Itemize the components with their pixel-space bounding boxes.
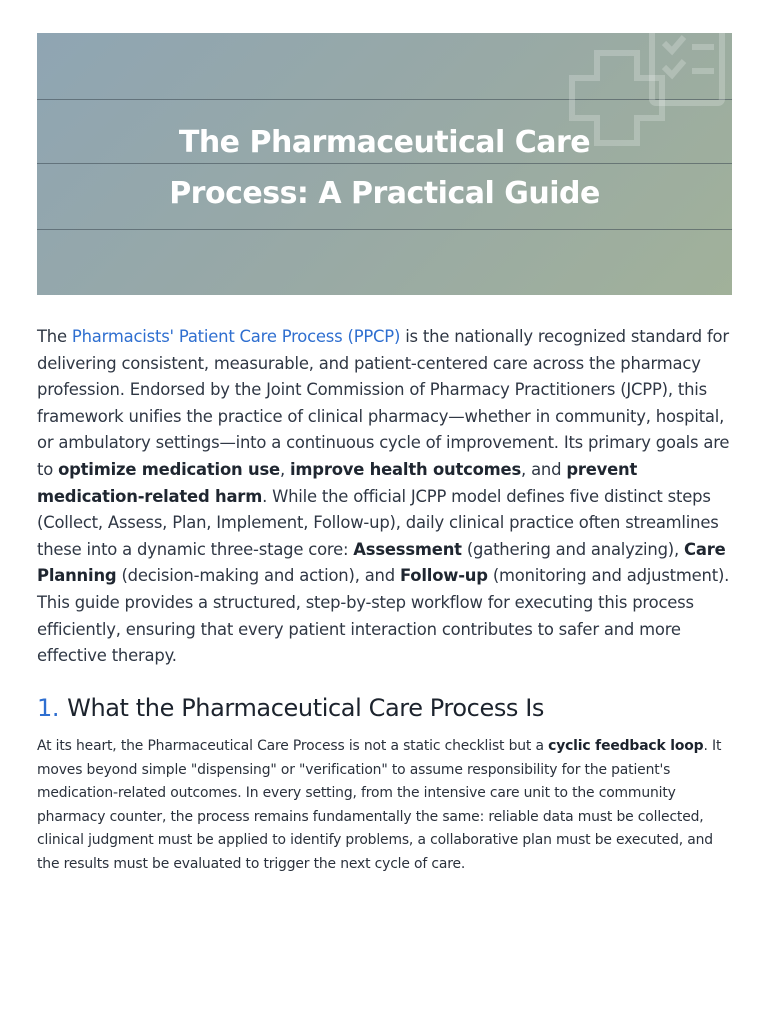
hero-banner: [37, 33, 732, 295]
section-heading: [37, 690, 737, 726]
section-paragraph: [37, 735, 737, 877]
intro-text: , and: [521, 459, 567, 479]
intro-paragraph: [37, 324, 737, 670]
section-bold-term: cyclic feedback loop: [548, 738, 704, 754]
intro-text: . While the official JCPP model defines five distinct steps (Collect, Assess, Plan, Implement, Follow-up), daily clinical practice often streamlines these into a dynamic three-stage core:: [37, 486, 719, 559]
intro-bold-term: optimize medication use: [58, 459, 280, 479]
section-number: 1.: [37, 694, 60, 722]
intro-bold-term: Assessment: [353, 539, 462, 559]
intro-text: (monitoring and adjustment). This guide provides a structured, step-by-step workflow for executing this process efficiently, ensuring that every patient interaction contributes to safer and more effective therapy.: [37, 566, 730, 666]
section-title: What the Pharmaceutical Care Process Is: [67, 694, 545, 722]
intro-text: (decision-making and action), and: [116, 566, 400, 586]
page-title-line: Process: A Practical Guide: [169, 176, 600, 211]
page-title: [37, 117, 732, 219]
section-text: . It moves beyond simple "dispensing" or "verification" to assume responsibility for the patient's medication-related outcomes. In every setting, from the intensive care unit to the community pharmacy counter, the process remains fundamentally the same: reliable data must be collected, clinical judgment must be applied to identify problems, a collaborative plan must be executed, and the results must be evaluated to trigger the next cycle of care.: [37, 738, 722, 872]
section-text: At its heart, the Pharmaceutical Care Process is not a static checklist but a: [37, 738, 549, 754]
intro-text: The: [37, 327, 72, 346]
intro-bold-term: Care Planning: [37, 539, 726, 586]
intro-text: is the nationally recognized standard for delivering consistent, measurable, and patient-centered care across the pharmacy profession. Endorsed by the Joint Commission of Pharmacy Practitioners (JCPP), this framework unifies the practice of clinical pharmacy—whether in community, hospital, or ambulatory settings—into a continuous cycle of improvement. Its primary goals are to: [37, 327, 730, 479]
intro-bold-term: prevent medication-related harm: [37, 459, 638, 506]
hero-divider: [37, 229, 732, 230]
intro-bold-term: improve health outcomes: [289, 459, 522, 479]
ppcp-link[interactable]: Pharmacists' Patient Care Process (PPCP): [71, 327, 401, 346]
intro-text: (gathering and analyzing),: [461, 539, 685, 559]
page-title-line: The Pharmaceutical Care: [178, 125, 591, 160]
intro-text: ,: [279, 459, 290, 479]
intro-bold-term: Follow-up: [399, 566, 488, 586]
